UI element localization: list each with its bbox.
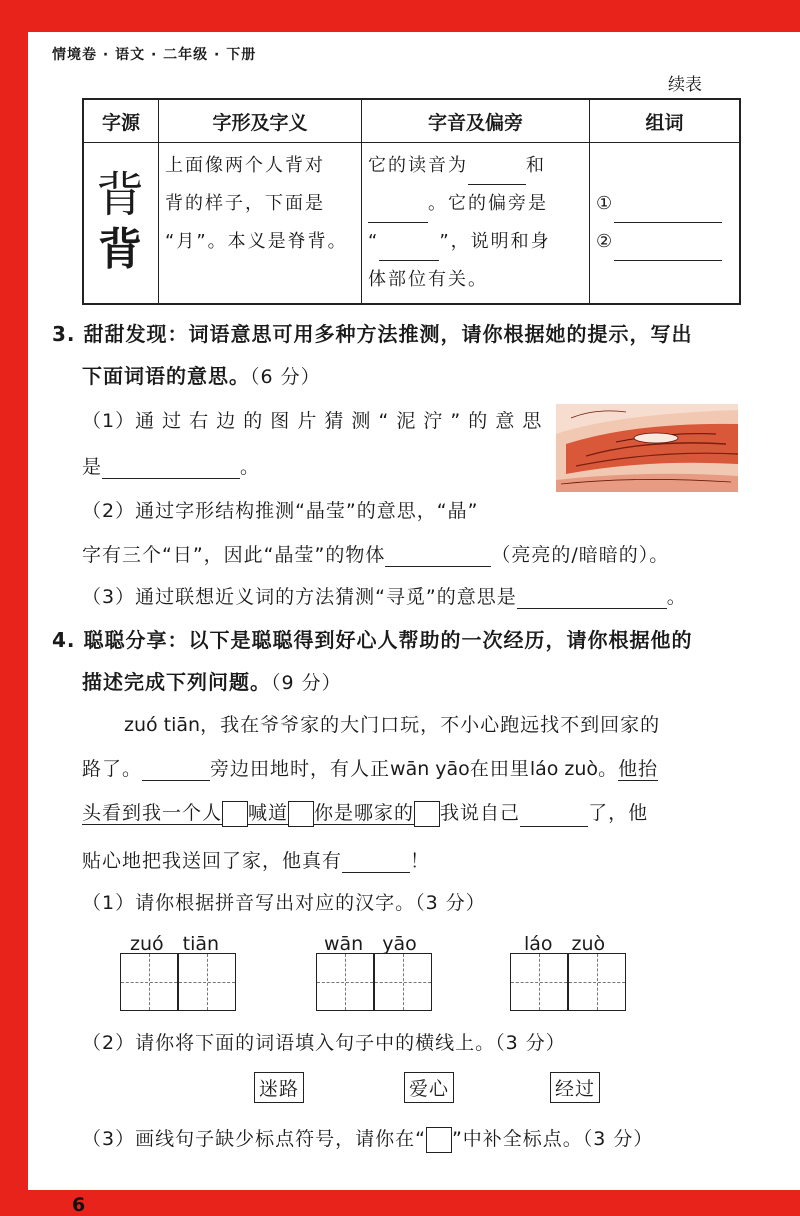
q4-sub2: （2）请你将下面的词语填入句子中的横线上。（3 分） xyxy=(82,1032,566,1054)
modern-glyph: 背 xyxy=(98,224,144,275)
glyph-cell xyxy=(83,143,159,305)
q4-sub3 xyxy=(82,1124,653,1153)
writing-cell[interactable] xyxy=(120,953,178,1011)
q4-score: （9 分） xyxy=(271,672,342,694)
underlined-text: 喊道 xyxy=(248,802,289,824)
answer-blank[interactable] xyxy=(520,804,588,827)
q3-number: 3. xyxy=(52,322,76,346)
th-origin: 字源 xyxy=(83,99,159,143)
text: （3）画线句子缺少标点符号，请你在“ xyxy=(82,1128,426,1150)
word-blank[interactable] xyxy=(614,196,722,223)
q3-title-text: 甜甜发现：词语意思可用多种方法推测，请你根据她的提示，写出 xyxy=(83,322,693,346)
answer-blank[interactable] xyxy=(468,158,526,185)
text: 在田里 xyxy=(469,758,530,780)
q4-sub1: （1）请你根据拼音写出对应的汉字。（3 分） xyxy=(82,892,486,914)
answer-blank[interactable] xyxy=(385,544,491,567)
punct-box-sample xyxy=(426,1127,452,1153)
q3-p3 xyxy=(82,582,687,609)
th-form: 字形及字义 xyxy=(159,99,362,143)
q3-title-text2: 下面词语的意思。 xyxy=(82,364,250,388)
pinyin-text: zuó tiān xyxy=(124,714,201,736)
writing-cell[interactable] xyxy=(374,953,432,1011)
q3-title-line2 xyxy=(82,360,321,389)
q3-p2a: （2）通过字形结构推测“晶莹”的意思，“晶” xyxy=(82,500,479,522)
text: ，我在爷爷家的大门口玩，不小心跑远找不到回家的 xyxy=(200,714,661,736)
para-line-2 xyxy=(82,754,658,781)
q4-title xyxy=(52,624,692,653)
page-number: 6 xyxy=(72,1194,86,1216)
text: 。 xyxy=(666,586,687,608)
pinyin-label: zuó tiān xyxy=(130,933,220,955)
q4-title-text2: 描述完成下列问题。 xyxy=(82,670,271,694)
q4-title-line2 xyxy=(82,666,342,695)
q4-title-text: 聪聪分享：以下是聪聪得到好心人帮助的一次经历，请你根据他的 xyxy=(83,628,693,652)
punct-box[interactable] xyxy=(414,801,440,827)
sound-text: 。它的偏旁是 xyxy=(428,193,548,214)
sound-text: 它的读音为 xyxy=(368,155,468,176)
answer-blank[interactable] xyxy=(102,456,240,479)
continued-label: 续表 xyxy=(668,75,702,95)
word-num: ① xyxy=(596,193,615,214)
writing-cell[interactable] xyxy=(316,953,374,1011)
word-option: 爱心 xyxy=(404,1072,454,1103)
text: 旁边田地时，有人正 xyxy=(210,758,391,780)
meaning-cell xyxy=(159,143,362,305)
muddy-road-picture xyxy=(556,404,738,492)
pinyin-text: láo zuò xyxy=(529,758,599,780)
th-sound: 字音及偏旁 xyxy=(362,99,590,143)
writing-cell[interactable] xyxy=(178,953,236,1011)
sound-cell xyxy=(362,143,590,305)
sound-text: 和 xyxy=(526,155,546,176)
worksheet-page xyxy=(28,32,800,1216)
meaning-line: “月”。本义是脊背。 xyxy=(165,231,348,252)
character-table xyxy=(82,98,741,305)
meaning-line: 背的样子，下面是 xyxy=(165,193,325,214)
pinyin-text: wān yāo xyxy=(390,758,470,780)
underlined-text: 你是哪家的 xyxy=(314,802,415,824)
text: 路了。 xyxy=(82,758,143,780)
underlined-text: 头看到我一个人 xyxy=(82,802,223,824)
word-num: ② xyxy=(596,231,615,252)
meaning-line: 上面像两个人背对 xyxy=(165,155,325,176)
writing-cell[interactable] xyxy=(510,953,568,1011)
answer-blank[interactable] xyxy=(517,586,667,609)
text: （3）通过联想近义词的方法猜测“寻觅”的意思是 xyxy=(82,586,517,608)
sound-text: 体部位有关。 xyxy=(368,269,488,290)
writing-cell[interactable] xyxy=(568,953,626,1011)
word-option: 迷路 xyxy=(254,1072,304,1103)
words-cell xyxy=(590,143,741,305)
underlined-text: 他抬 xyxy=(618,758,659,780)
header-title: 情境卷 · 语文 · 二年级 · 下册 xyxy=(52,47,257,63)
para-line-4 xyxy=(82,846,430,873)
para-line-3 xyxy=(82,798,648,827)
answer-blank[interactable] xyxy=(379,234,439,261)
answer-blank[interactable] xyxy=(342,850,410,873)
text: 了，他 xyxy=(588,802,649,824)
sound-text: “ xyxy=(368,231,380,252)
th-words: 组词 xyxy=(590,99,741,143)
punct-box[interactable] xyxy=(222,801,248,827)
leaf-icon: ❦ xyxy=(50,1190,67,1214)
q3-p2b xyxy=(82,540,669,567)
para-line-1 xyxy=(124,710,660,737)
answer-blank[interactable] xyxy=(142,758,210,781)
text: ！ xyxy=(410,850,431,872)
q4-number: 4. xyxy=(52,628,76,652)
sound-text: ”，说明和身 xyxy=(439,231,551,252)
text: 字有三个“日”，因此“晶莹”的物体 xyxy=(82,544,386,566)
word-option: 经过 xyxy=(550,1072,600,1103)
ancient-glyph: 背 xyxy=(95,167,146,223)
q3-p1a: （1）通 过 右 边 的 图 片 猜 测 “ 泥 泞 ” 的 意 思 xyxy=(82,410,543,432)
q3-title xyxy=(52,318,692,347)
pinyin-label: láo zuò xyxy=(524,933,606,955)
text: 。 xyxy=(240,456,261,478)
punct-box[interactable] xyxy=(288,801,314,827)
text: 。 xyxy=(598,758,619,780)
text: 我说自己 xyxy=(440,802,521,824)
text: 是 xyxy=(82,456,103,478)
text: ”中补全标点。（3 分） xyxy=(451,1128,654,1150)
pinyin-label: wān yāo xyxy=(324,933,417,955)
word-blank[interactable] xyxy=(614,234,722,261)
q3-score: （6 分） xyxy=(250,366,321,388)
q3-p1b xyxy=(82,452,260,479)
answer-blank[interactable] xyxy=(368,196,428,223)
text: （亮亮的/暗暗的）。 xyxy=(491,544,670,566)
text: 贴心地把我送回了家，他真有 xyxy=(82,850,343,872)
